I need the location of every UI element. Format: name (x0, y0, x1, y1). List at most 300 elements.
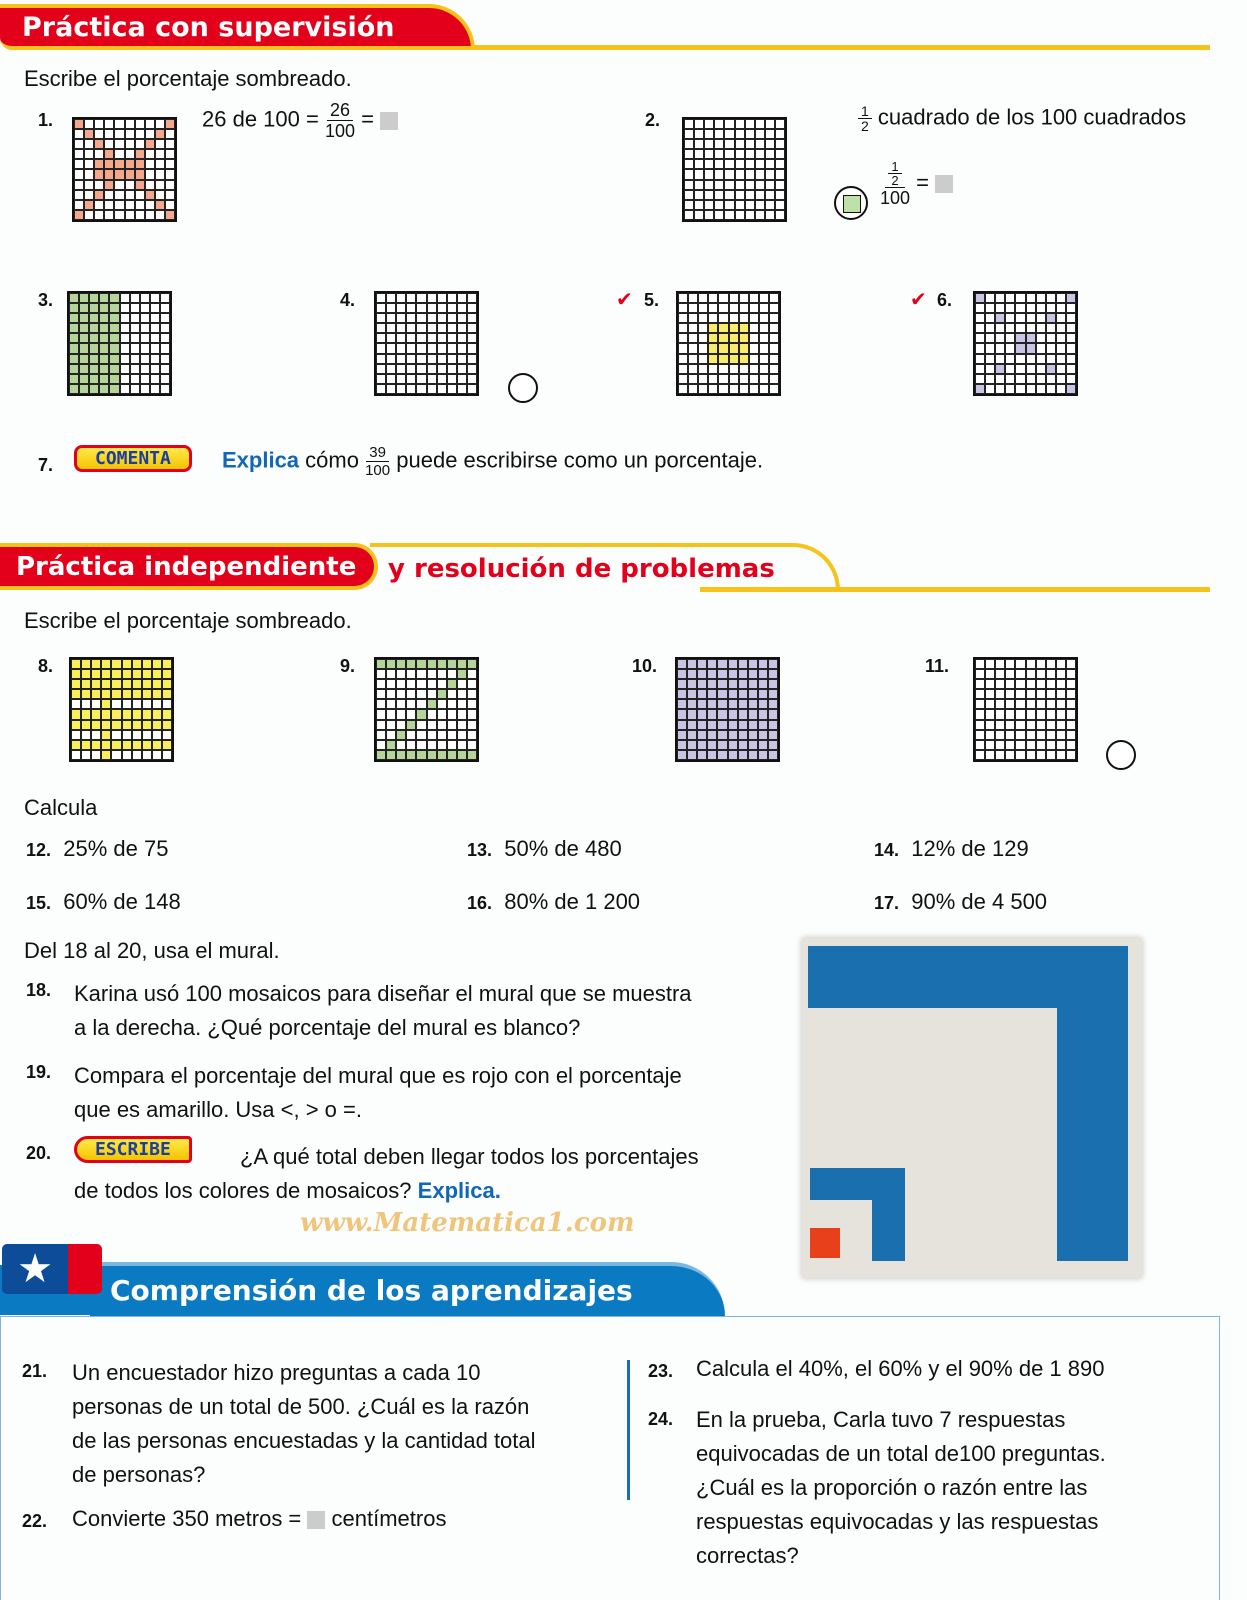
grid-cell (707, 720, 717, 730)
grid-cell (467, 750, 477, 760)
grid-cell (376, 750, 386, 760)
grid-cell (89, 333, 99, 343)
grid-cell (688, 354, 698, 364)
grid-cell (749, 364, 759, 374)
grid-cell (684, 119, 694, 129)
grid-cell (768, 669, 778, 679)
grid-cell (738, 740, 748, 750)
grid-cell (437, 374, 447, 384)
grid-cell (759, 323, 769, 333)
answer-box[interactable] (380, 112, 398, 130)
grid-cell (81, 720, 91, 730)
grid-cell (135, 169, 145, 179)
grid-cell (165, 149, 175, 159)
grid-cell (1036, 750, 1046, 760)
grid-cell (995, 354, 1005, 364)
grid-cell (130, 384, 140, 394)
grid-cell (1066, 730, 1076, 740)
text-line: equivocadas de un total de100 preguntas. (696, 1441, 1106, 1466)
text-line: correctas? (696, 1543, 799, 1568)
grid-cell (84, 139, 94, 149)
grid-cell (132, 699, 142, 709)
denominator: 2 (891, 173, 899, 188)
grid-cell (467, 659, 477, 669)
grid-cell (396, 333, 406, 343)
grid-cell (457, 659, 467, 669)
grid-cell (135, 210, 145, 220)
grid-cell (765, 139, 775, 149)
grid-cell (114, 129, 124, 139)
grid-cell (1056, 343, 1066, 353)
grid-cell (678, 313, 688, 323)
grid-cell (1066, 384, 1076, 394)
grid-cell (708, 354, 718, 364)
grid-cell (416, 720, 426, 730)
grid-cell (79, 384, 89, 394)
grid-cell (145, 149, 155, 159)
grid-cell (427, 669, 437, 679)
hundred-grid-5 (676, 291, 781, 396)
grid-cell (150, 384, 160, 394)
grid-cell (694, 210, 704, 220)
grid-cell (1005, 699, 1015, 709)
grid-cell (1046, 709, 1056, 719)
grid-cell (142, 699, 152, 709)
grid-cell (91, 669, 101, 679)
grid-cell (467, 364, 477, 374)
grid-cell (122, 669, 132, 679)
grid-cell (89, 384, 99, 394)
grid-cell (1005, 689, 1015, 699)
problem-number: 22. (22, 1511, 48, 1531)
grid-cell (1066, 364, 1076, 374)
grid-cell (396, 699, 406, 709)
grid-cell (386, 699, 396, 709)
grid-cell (995, 384, 1005, 394)
grid-cell (99, 374, 109, 384)
grid-cell (995, 740, 1005, 750)
grid-cell (698, 333, 708, 343)
grid-cell (677, 679, 687, 689)
grid-cell (1005, 374, 1015, 384)
grid-cell (729, 384, 739, 394)
grid-cell (1026, 343, 1036, 353)
grid-cell (769, 323, 779, 333)
watermark: www.Matematica1.com (300, 1208, 635, 1238)
grid-cell (975, 333, 985, 343)
grid-cell (717, 659, 727, 669)
grid-cell (84, 159, 94, 169)
grid-cell (1046, 313, 1056, 323)
grid-cell (437, 343, 447, 353)
grid-cell (406, 699, 416, 709)
grid-cell (427, 333, 437, 343)
grid-cell (995, 659, 1005, 669)
grid-cell (759, 303, 769, 313)
grid-cell (694, 169, 704, 179)
grid-cell (94, 180, 104, 190)
grid-cell (84, 190, 94, 200)
text-line: de personas? (72, 1462, 206, 1487)
grid-cell (71, 740, 81, 750)
grid-cell (386, 669, 396, 679)
grid-cell (152, 730, 162, 740)
grid-cell (447, 699, 457, 709)
grid-cell (768, 750, 778, 760)
grid-cell (1066, 303, 1076, 313)
grid-cell (995, 333, 1005, 343)
grid-cell (728, 669, 738, 679)
grid-cell (135, 190, 145, 200)
grid-cell (376, 669, 386, 679)
grid-cell (71, 679, 81, 689)
grid-cell (1005, 730, 1015, 740)
problem-number: 3. (38, 290, 54, 310)
grid-cell (427, 374, 437, 384)
grid-cell (122, 730, 132, 740)
text-line: ¿Cuál es la proporción o razón entre las (696, 1475, 1088, 1500)
grid-cell (1036, 740, 1046, 750)
hundred-grid-3 (67, 291, 172, 396)
checkmark-icon: ✔ (616, 289, 633, 311)
grid-cell (1015, 709, 1025, 719)
grid-cell (698, 343, 708, 353)
grid-cell (985, 689, 995, 699)
grid-cell (758, 720, 768, 730)
grid-cell (1015, 364, 1025, 374)
grid-cell (684, 180, 694, 190)
grid-cell (687, 699, 697, 709)
grid-cell (749, 384, 759, 394)
hundred-grid-8 (69, 657, 174, 762)
grid-cell (457, 343, 467, 353)
grid-cell (694, 180, 704, 190)
grid-cell (162, 659, 172, 669)
grid-cell (687, 679, 697, 689)
grid-cell (765, 149, 775, 159)
grid-cell (101, 699, 111, 709)
answer-box[interactable] (307, 1511, 325, 1529)
grid-cell (386, 354, 396, 364)
grid-cell (677, 699, 687, 709)
grid-cell (155, 139, 165, 149)
grid-cell (457, 720, 467, 730)
problem-text: 60% de 148 (63, 889, 181, 914)
grid-cell (155, 159, 165, 169)
grid-cell (707, 750, 717, 760)
grid-cell (376, 659, 386, 669)
grid-cell (152, 709, 162, 719)
grid-cell (125, 200, 135, 210)
grid-cell (707, 730, 717, 740)
grid-cell (457, 709, 467, 719)
grid-cell (687, 659, 697, 669)
grid-cell (140, 333, 150, 343)
grid-cell (152, 699, 162, 709)
grid-cell (768, 679, 778, 689)
grid-cell (975, 740, 985, 750)
grid-cell (1036, 730, 1046, 740)
grid-cell (995, 374, 1005, 384)
grid-cell (406, 740, 416, 750)
grid-cell (84, 169, 94, 179)
grid-cell (1046, 374, 1056, 384)
grid-cell (1005, 313, 1015, 323)
grid-cell (995, 699, 1005, 709)
grid-cell (698, 323, 708, 333)
grid-cell (775, 190, 785, 200)
grid-cell (995, 343, 1005, 353)
grid-cell (704, 210, 714, 220)
eq-text: 26 de 100 = (202, 106, 319, 132)
grid-cell (120, 313, 130, 323)
answer-box[interactable] (935, 175, 953, 193)
grid-cell (714, 129, 724, 139)
grid-cell (769, 374, 779, 384)
grid-cell (677, 669, 687, 679)
grid-cell (769, 293, 779, 303)
grid-cell (775, 180, 785, 190)
grid-cell (457, 354, 467, 364)
grid-cell (995, 679, 1005, 689)
grid-cell (1056, 750, 1066, 760)
grid-cell (1036, 313, 1046, 323)
grid-cell (160, 354, 170, 364)
grid-cell (1046, 659, 1056, 669)
grid-cell (1036, 354, 1046, 364)
grid-cell (975, 384, 985, 394)
grid-cell (386, 709, 396, 719)
grid-cell (688, 333, 698, 343)
section-header-problem-solving: y resolución de problemas (370, 543, 840, 590)
grid-cell (69, 343, 79, 353)
grid-cell (406, 323, 416, 333)
grid-cell (101, 730, 111, 740)
grid-cell (1005, 709, 1015, 719)
grid-cell (120, 343, 130, 353)
grid-cell (94, 149, 104, 159)
grid-cell (758, 659, 768, 669)
grid-cell (985, 720, 995, 730)
grid-cell (718, 333, 728, 343)
calc-problem (467, 836, 622, 862)
grid-cell (688, 313, 698, 323)
grid-cell (1015, 730, 1025, 740)
grid-cell (735, 139, 745, 149)
problem-text: 12% de 129 (911, 836, 1029, 861)
grid-cell (120, 303, 130, 313)
grid-cell (125, 180, 135, 190)
grid-cell (1046, 323, 1056, 333)
grid-cell (130, 303, 140, 313)
text-line: En la prueba, Carla tuvo 7 respuestas (696, 1407, 1066, 1432)
grid-cell (416, 364, 426, 374)
grid-cell (985, 323, 995, 333)
problem-number: 2. (645, 110, 661, 130)
grid-cell (467, 374, 477, 384)
grid-cell (975, 709, 985, 719)
grid-cell (99, 293, 109, 303)
section-header-guided-practice: Práctica con supervisión (0, 4, 475, 50)
grid-cell (145, 139, 155, 149)
grid-cell (437, 740, 447, 750)
grid-cell (91, 720, 101, 730)
grid-cell (739, 354, 749, 364)
grid-cell (694, 190, 704, 200)
grid-cell (1036, 659, 1046, 669)
grid-cell (1046, 333, 1056, 343)
grid-cell (165, 169, 175, 179)
grid-cell (135, 149, 145, 159)
problem-number: 23. (648, 1361, 674, 1381)
grid-cell (1015, 689, 1025, 699)
grid-cell (386, 293, 396, 303)
grid-cell (104, 190, 114, 200)
grid-cell (708, 293, 718, 303)
grid-cell (1026, 689, 1036, 699)
grid-cell (69, 333, 79, 343)
grid-cell (769, 384, 779, 394)
grid-cell (457, 303, 467, 313)
grid-cell (79, 374, 89, 384)
grid-cell (376, 303, 386, 313)
grid-cell (1005, 750, 1015, 760)
text: centímetros (331, 1506, 447, 1531)
grid-cell (717, 740, 727, 750)
grid-cell (447, 669, 457, 679)
grid-cell (975, 293, 985, 303)
grid-cell (694, 149, 704, 159)
grid-cell (717, 669, 727, 679)
grid-cell (142, 659, 152, 669)
grid-cell (748, 699, 758, 709)
grid-cell (704, 159, 714, 169)
grid-cell (1036, 689, 1046, 699)
grid-cell (111, 669, 121, 679)
grid-cell (688, 293, 698, 303)
problem-21-text (72, 1356, 536, 1492)
grid-cell (427, 720, 437, 730)
grid-cell (739, 313, 749, 323)
grid-cell (145, 190, 155, 200)
grid-cell (704, 169, 714, 179)
grid-cell (152, 679, 162, 689)
grid-cell (396, 354, 406, 364)
grid-cell (416, 730, 426, 740)
grid-cell (416, 374, 426, 384)
grid-cell (1036, 293, 1046, 303)
grid-cell (467, 313, 477, 323)
grid-cell (122, 689, 132, 699)
grid-cell (111, 750, 121, 760)
grid-cell (447, 679, 457, 689)
grid-cell (1005, 669, 1015, 679)
grid-cell (758, 699, 768, 709)
grid-cell (376, 354, 386, 364)
grid-cell (467, 303, 477, 313)
grid-cell (91, 750, 101, 760)
grid-cell (739, 364, 749, 374)
grid-cell (396, 343, 406, 353)
grid-cell (427, 293, 437, 303)
grid-cell (386, 740, 396, 750)
grid-cell (758, 669, 768, 679)
grid-cell (71, 659, 81, 669)
grid-cell (74, 169, 84, 179)
grid-cell (457, 730, 467, 740)
grid-cell (447, 293, 457, 303)
text-line: Compara el porcentaje del mural que es rojo con el porcentaje (74, 1063, 682, 1088)
grid-cell (1046, 750, 1056, 760)
grid-cell (735, 190, 745, 200)
grid-cell (142, 669, 152, 679)
grid-cell (142, 679, 152, 689)
grid-cell (728, 750, 738, 760)
grid-cell (140, 354, 150, 364)
grid-cell (769, 303, 779, 313)
grid-cell (717, 730, 727, 740)
numerator: 26 (327, 100, 353, 121)
hundred-grid-9 (374, 657, 479, 762)
grid-cell (437, 354, 447, 364)
grid-cell (120, 364, 130, 374)
grid-cell (678, 333, 688, 343)
grid-cell (104, 149, 114, 159)
grid-cell (1026, 740, 1036, 750)
grid-cell (447, 750, 457, 760)
grid-cell (447, 313, 457, 323)
grid-cell (688, 303, 698, 313)
grid-cell (684, 149, 694, 159)
grid-cell (745, 149, 755, 159)
grid-cell (376, 730, 386, 740)
grid-cell (467, 323, 477, 333)
grid-cell (162, 679, 172, 689)
grid-cell (687, 750, 697, 760)
equals: = (916, 169, 930, 195)
grid-cell (677, 730, 687, 740)
problem-number: 21. (22, 1361, 48, 1381)
grid-cell (162, 669, 172, 679)
grid-cell (739, 333, 749, 343)
grid-cell (79, 303, 89, 313)
grid-cell (694, 129, 704, 139)
problem-number: 19. (26, 1062, 52, 1082)
grid-cell (707, 679, 717, 689)
grid-cell (729, 293, 739, 303)
grid-cell (109, 323, 119, 333)
grid-cell (1005, 364, 1015, 374)
grid-cell (975, 669, 985, 679)
grid-cell (406, 750, 416, 760)
grid-cell (765, 169, 775, 179)
grid-cell (386, 730, 396, 740)
grid-cell (89, 293, 99, 303)
grid-cell (376, 374, 386, 384)
grid-cell (738, 689, 748, 699)
grid-cell (1066, 750, 1076, 760)
grid-cell (396, 374, 406, 384)
grid-cell (1005, 740, 1015, 750)
grid-cell (416, 689, 426, 699)
grid-cell (160, 374, 170, 384)
grid-cell (1066, 679, 1076, 689)
grid-cell (104, 119, 114, 129)
grid-cell (427, 343, 437, 353)
grid-cell (708, 333, 718, 343)
grid-cell (386, 303, 396, 313)
grid-cell (708, 374, 718, 384)
